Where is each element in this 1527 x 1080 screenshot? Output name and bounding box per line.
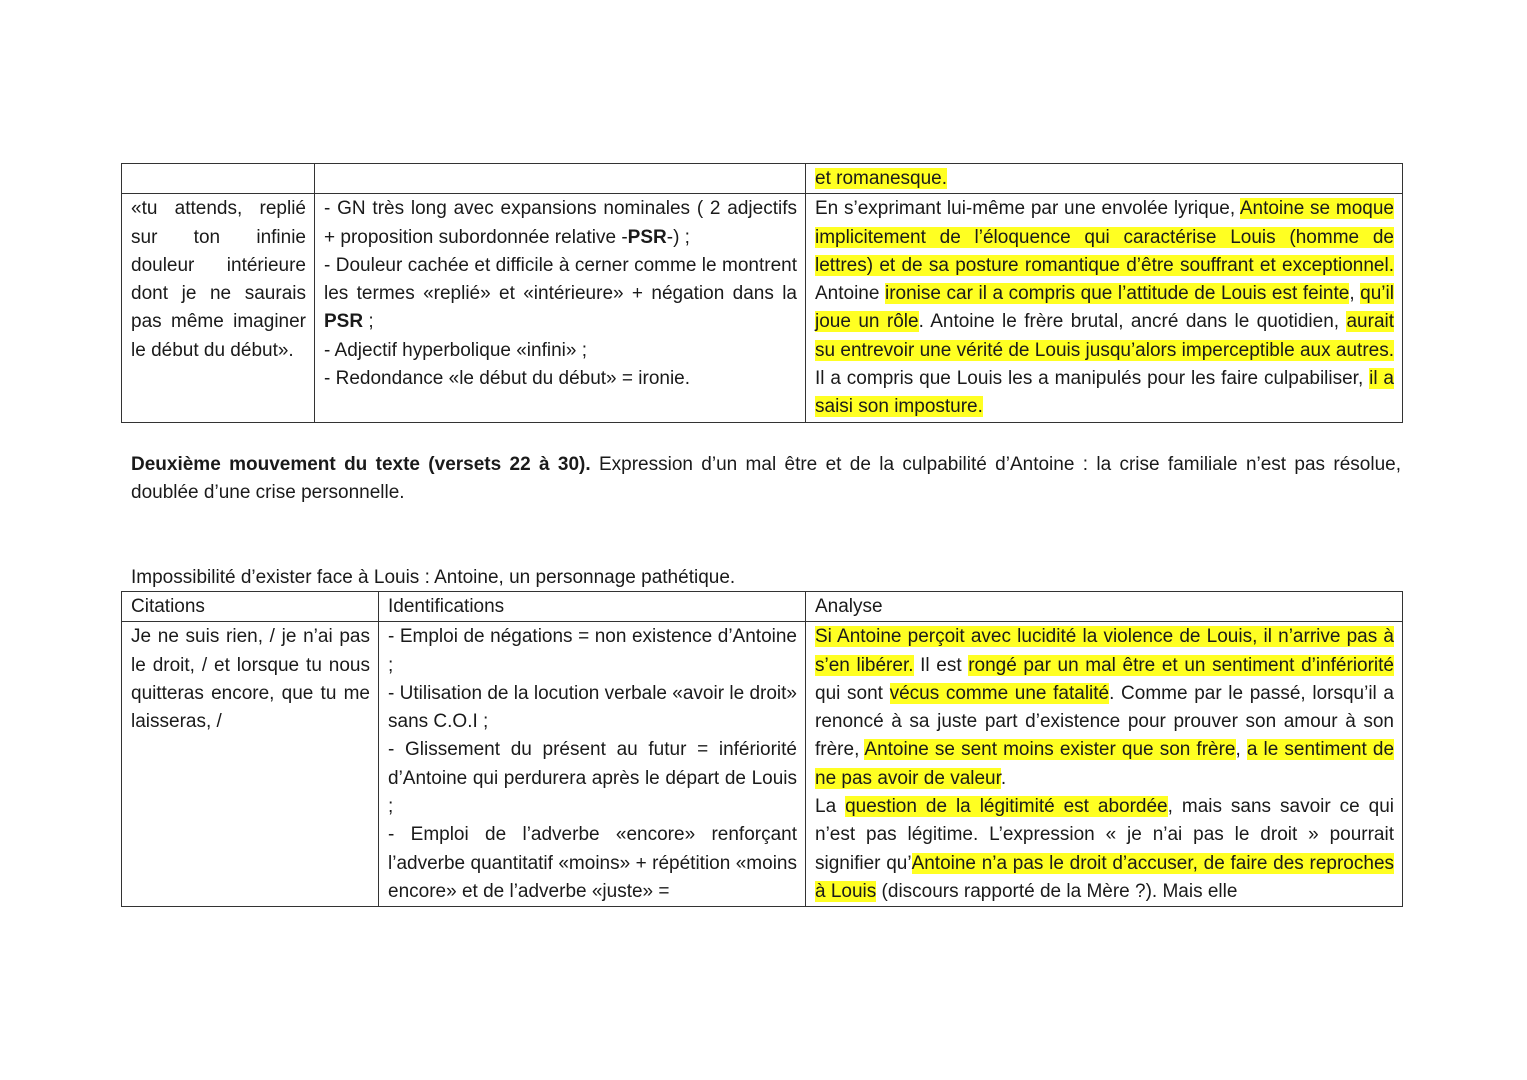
highlight: Antoine se moque implicitement de l’éloquence qui caractérise Louis (homme de lettres) et de sa posture romantique d’être souffrant et exceptionnel. <box>815 198 1394 276</box>
analysis-cell: En s’exprimant lui-même par une envolée lyrique, Antoine se moque implicitement de l’éloquence qui caractérise Louis (homme de lettres) et de sa posture romantique d’être souffrant et exceptionnel. Antoine ironise car il a compris que l’attitude de Louis est feinte, qu’il joue un rôle. Antoine le frère brutal, ancré dans le quotidien, aurait su entrevoir une vérité de Louis jusqu’alors imperceptible aux autres. Il a compris que Louis les a manipulés pour les faire culpabiliser, il a saisi son imposture. <box>806 194 1403 422</box>
table-row <box>122 164 1403 194</box>
analysis-table-2 <box>121 591 1403 907</box>
identification-item: - Douleur cachée et difficile à cerner comme le montrent les termes «replié» et «intérieure» + négation dans la PSR ; <box>324 254 797 333</box>
identification-cell <box>315 164 806 194</box>
analysis-table-1 <box>121 163 1403 423</box>
column-header-analyse: Analyse <box>806 592 1403 622</box>
highlight: aurait su entrevoir une vérité de Louis jusqu’alors imperceptible aux autres. <box>815 311 1395 361</box>
table-row <box>122 622 1403 907</box>
highlight: Si Antoine perçoit avec lucidité la violence de Louis, il n’arrive pas à s’en libérer. <box>815 626 1394 676</box>
highlight: vécus comme une fatalité <box>889 682 1110 704</box>
analysis-cell <box>806 164 1403 194</box>
analysis-cell <box>806 622 1403 907</box>
identification-cell <box>379 622 806 907</box>
identification-item: - Emploi de l’adverbe «encore» renforçant l’adverbe quantitatif «moins» + répétition «moins encore» et de l’adverbe «juste» = <box>388 824 797 902</box>
highlight: a le sentiment de ne pas avoir de valeur <box>815 739 1395 789</box>
highlight: Antoine n’a pas le droit d’accuser, de faire des reproches à Louis <box>815 852 1395 902</box>
highlight: il a saisi son imposture. <box>815 368 1395 418</box>
analysis-paragraph: La question de la légitimité est abordée, mais sans savoir ce qui n’est pas légitime. L’expression « je n’ai pas le droit » pourrait signifier qu’Antoine n’a pas le droit d’accuser, de faire des reproches à Louis (discours rapporté de la Mère ?). Mais elle <box>815 796 1395 902</box>
column-header-identifications: Identifications <box>379 592 806 622</box>
highlight: Antoine se sent moins exister que son frère <box>864 739 1236 761</box>
column-header-citations: Citations <box>122 592 379 622</box>
identification-item: - Glissement du présent au futur = infériorité d’Antoine qui perdurera après le départ de Louis ; <box>388 739 797 818</box>
citation-cell: Je ne suis rien, / je n’ai pas le droit, / et lorsque tu nous quitteras encore, que tu me laisseras, / <box>122 622 379 907</box>
identification-item: - Utilisation de la locution verbale «avoir le droit» sans C.O.I ; <box>388 682 797 733</box>
identification-item: - Emploi de négations = non existence d’Antoine ; <box>388 626 797 676</box>
identification-item: - Redondance «le début du début» = ironie. <box>324 368 691 390</box>
table-header-row <box>122 592 1403 622</box>
identification-cell <box>315 194 806 422</box>
highlight: question de la légitimité est abordée <box>845 796 1168 818</box>
highlight: rongé par un mal être et un sentiment d’infériorité <box>968 654 1394 676</box>
analysis-paragraph: Si Antoine perçoit avec lucidité la violence de Louis, il n’arrive pas à s’en libérer. Il est rongé par un mal être et un sentiment d’infériorité qui sont vécus comme une fatalité. Comme par le passé, lorsqu’il a renoncé à sa juste part d’existence pour prouver son amour à son frère, Antoine se sent moins exister que son frère, a le sentiment de ne pas avoir de valeur. <box>815 626 1395 789</box>
table-row <box>122 194 1403 422</box>
citation-cell: «tu attends, replié sur ton infinie douleur intérieure dont je ne saurais pas même imaginer le début du début». <box>122 194 315 422</box>
identification-item: - Adjectif hyperbolique «infini» ; <box>324 339 587 361</box>
highlight: ironise car il a compris que l’attitude de Louis est feinte <box>885 283 1350 305</box>
table-caption: Impossibilité d’exister face à Louis : Antoine, un personnage pathétique. <box>131 567 736 588</box>
section-heading: Deuxième mouvement du texte (versets 22 à 30). Expression d’un mal être et de la culpabilité d’Antoine : la crise familiale n’est pas résolue, doublée d’une crise personnelle. <box>131 454 1401 504</box>
identification-item: - GN très long avec expansions nominales ( 2 adjectifs + proposition subordonnée relative -PSR-) ; <box>324 198 797 248</box>
highlight: et romanesque. <box>815 168 948 189</box>
highlight: qu’il joue un rôle <box>815 283 1394 333</box>
citation-cell <box>122 164 315 194</box>
